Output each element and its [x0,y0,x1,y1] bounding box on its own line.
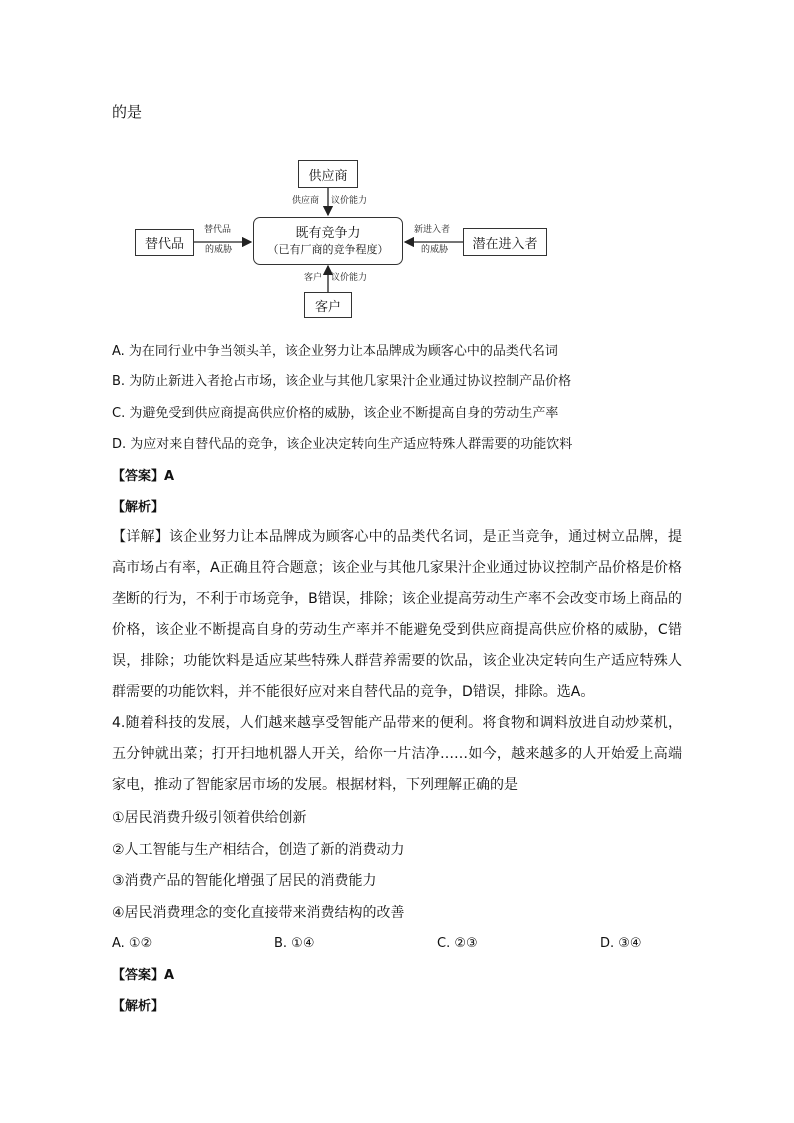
q3-analysis-title: 【解析】 [112,500,165,515]
q4-stem: 4.随着科技的发展，人们越来越享受智能产品带来的便利。将食物和调料放进自动炒菜机，五分钟就出菜；打开扫地机器人开关，给你一片洁净……如今，越来越多的人开始爱上高端家电，推动了智能家居市场的发展。根据材料，下列理解正确的是 [112,715,682,793]
customer-bargain-left: 客户 [304,273,323,283]
substitute-box [135,229,194,256]
supplier-box [298,160,358,188]
q4-item-4: ④居民消费理念的变化直接带来消费结构的改善 [112,905,405,921]
entrant-label: 潜在进入者 [472,236,538,252]
entrant-threat-top: 新进入者 [414,225,451,235]
q3-option-c: C. 为避免受到供应商提高供应价格的威胁，该企业不断提高自身的劳动生产率 [112,406,559,421]
center-subtitle: （已有厂商的竞争程度） [267,243,389,256]
q4-item-1: ①居民消费升级引领着供给创新 [112,810,307,826]
q3-option-a: A. 为在同行业中争当领头羊，该企业努力让本品牌成为顾客心中的品类代名词 [112,344,558,359]
customer-label: 客户 [314,299,341,315]
customer-box [304,292,352,318]
q3-option-b: B. 为防止新进入者抢占市场，该企业与其他几家果汁企业通过协议控制产品价格 [112,374,572,389]
q3-detail: 【详解】该企业努力让本品牌成为顾客心中的品类代名词，是正当竞争，通过树立品牌，提高市场占有率，A正确且符合题意；该企业与其他几家果汁企业通过协议控制产品价格是价格垄断的行为，不利于市场竞争，B错误，排除；该企业提高劳动生产率不会改变市场上商品的价格，该企业不断提高自身的劳动生产率并不能避免受到供应商提高供应价格的威胁，C错误，排除；功能饮料是适应某些特殊人群营养需要的饮品，该企业决定转向生产适应特殊人群需要的功能饮料，并不能很好应对来自替代品的竞争，D错误，排除。选A。 [112,529,682,700]
q4-choice-b: B. ①④ [274,936,315,951]
q4-item-3: ③消费产品的智能化增强了居民的消费能力 [112,873,377,889]
q3-answer: 【答案】A [112,469,175,484]
q4-choice-a: A. ①② [112,936,153,951]
q4-analysis-title: 【解析】 [112,999,165,1014]
supplier-bargain-right: 议价能力 [331,196,368,206]
q3-option-d: D. 为应对来自替代品的竞争，该企业决定转向生产适应特殊人群需要的功能饮料 [112,437,573,452]
supplier-label: 供应商 [308,168,348,184]
customer-bargain-right: 议价能力 [331,273,368,283]
q4-choice-c: C. ②③ [437,936,478,951]
substitute-threat-top: 替代品 [204,225,232,235]
substitute-label: 替代品 [144,237,184,252]
diagram-arrows [0,0,794,330]
center-box [253,217,403,265]
entrant-box [463,228,547,256]
q4-item-2: ②人工智能与生产相结合，创造了新的消费动力 [112,842,405,858]
entrant-threat-bottom: 的威胁 [421,245,449,255]
q4-answer: 【答案】A [112,968,175,983]
center-title: 既有竞争力 [295,226,361,241]
q4-choice-d: D. ③④ [600,936,642,951]
substitute-threat-bottom: 的威胁 [205,245,233,255]
intro-text: 的是 [112,103,143,121]
supplier-bargain-left: 供应商 [292,196,320,206]
